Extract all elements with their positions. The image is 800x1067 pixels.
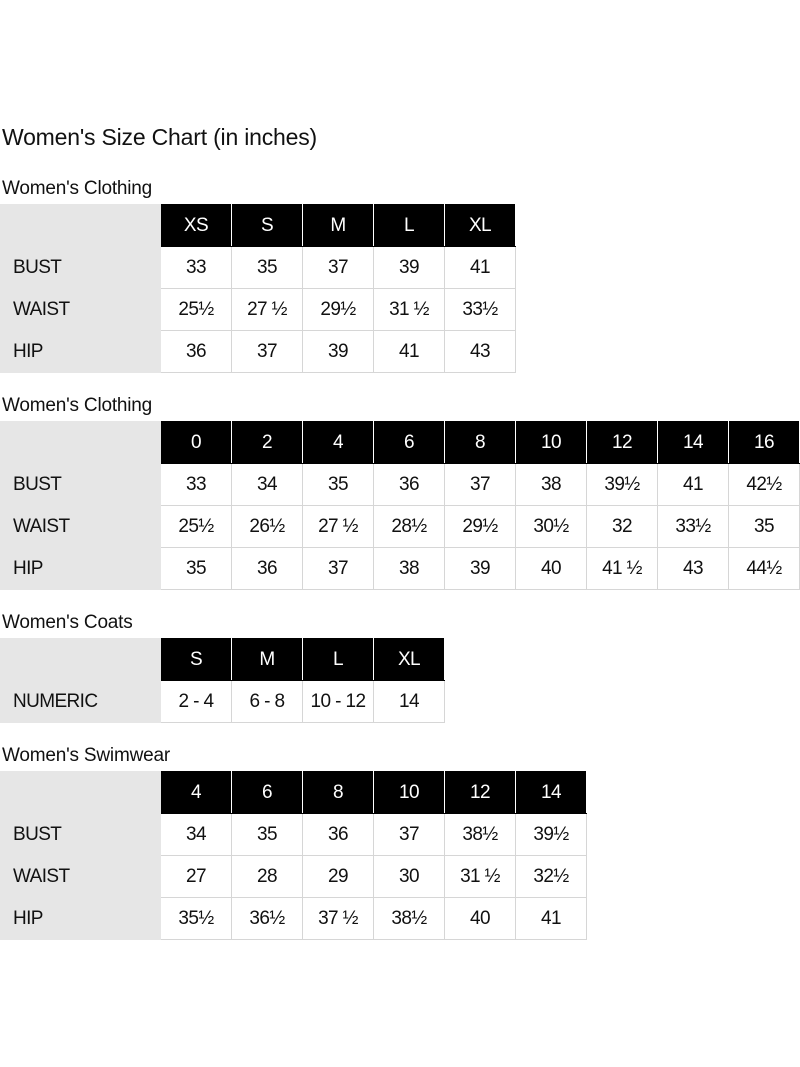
section-title: Women's Swimwear	[2, 745, 170, 766]
measurement-value: 38½	[445, 814, 516, 856]
measurement-value: 36	[161, 331, 232, 373]
size-table	[0, 421, 800, 590]
measurement-label: BUST	[1, 814, 161, 856]
table-row	[1, 331, 516, 373]
size-header: XS	[161, 205, 232, 247]
measurement-value: 27 ½	[232, 289, 303, 331]
measurement-value: 36	[303, 814, 374, 856]
size-header: XL	[445, 205, 516, 247]
measurement-value: 35	[232, 814, 303, 856]
measurement-label: WAIST	[1, 506, 161, 548]
table-row	[1, 506, 800, 548]
measurement-value: 29½	[303, 289, 374, 331]
measurement-label: WAIST	[1, 289, 161, 331]
measurement-value: 36	[374, 464, 445, 506]
size-header: 14	[658, 422, 729, 464]
measurement-value: 28½	[374, 506, 445, 548]
measurement-value: 36	[232, 548, 303, 590]
measurement-label: HIP	[1, 898, 161, 940]
measurement-value: 37	[445, 464, 516, 506]
measurement-value: 39	[303, 331, 374, 373]
measurement-label: WAIST	[1, 856, 161, 898]
corner-cell	[1, 772, 161, 814]
table-row	[1, 289, 516, 331]
measurement-value: 33½	[658, 506, 729, 548]
measurement-value: 36½	[232, 898, 303, 940]
size-section-3	[0, 608, 445, 723]
size-header: S	[232, 205, 303, 247]
measurement-value: 41	[445, 247, 516, 289]
measurement-value: 37	[303, 247, 374, 289]
measurement-label: BUST	[1, 247, 161, 289]
measurement-value: 33	[161, 464, 232, 506]
size-header: XL	[374, 639, 445, 681]
measurement-value: 33	[161, 247, 232, 289]
measurement-label: NUMERIC	[1, 681, 161, 723]
measurement-value: 37	[232, 331, 303, 373]
size-header: 4	[161, 772, 232, 814]
measurement-value: 35½	[161, 898, 232, 940]
measurement-value: 42½	[729, 464, 800, 506]
measurement-label: HIP	[1, 331, 161, 373]
section-title: Women's Coats	[2, 612, 133, 633]
measurement-value: 35	[232, 247, 303, 289]
measurement-value: 25½	[161, 506, 232, 548]
measurement-value: 2 - 4	[161, 681, 232, 723]
measurement-value: 37	[374, 814, 445, 856]
size-header: 6	[232, 772, 303, 814]
measurement-value: 27 ½	[303, 506, 374, 548]
size-header-row	[1, 639, 445, 681]
measurement-value: 32	[587, 506, 658, 548]
measurement-value: 41	[658, 464, 729, 506]
measurement-value: 10 - 12	[303, 681, 374, 723]
measurement-value: 33½	[445, 289, 516, 331]
size-header-row	[1, 205, 516, 247]
size-header: 6	[374, 422, 445, 464]
measurement-label: BUST	[1, 464, 161, 506]
table-row	[1, 814, 587, 856]
measurement-value: 34	[161, 814, 232, 856]
size-header: 4	[303, 422, 374, 464]
corner-cell	[1, 422, 161, 464]
measurement-value: 39	[445, 548, 516, 590]
measurement-value: 28	[232, 856, 303, 898]
size-table	[0, 204, 516, 373]
measurement-value: 30½	[516, 506, 587, 548]
table-row	[1, 681, 445, 723]
measurement-value: 27	[161, 856, 232, 898]
measurement-value: 40	[445, 898, 516, 940]
measurement-value: 39½	[587, 464, 658, 506]
size-header: 16	[729, 422, 800, 464]
size-header: 0	[161, 422, 232, 464]
size-table	[0, 771, 587, 940]
measurement-value: 38	[516, 464, 587, 506]
size-header: S	[161, 639, 232, 681]
measurement-value: 30	[374, 856, 445, 898]
table-row	[1, 856, 587, 898]
size-section-2	[0, 391, 800, 590]
table-row	[1, 548, 800, 590]
size-header-row	[1, 772, 587, 814]
size-header: L	[374, 205, 445, 247]
size-header: 10	[516, 422, 587, 464]
measurement-value: 35	[303, 464, 374, 506]
table-row	[1, 464, 800, 506]
size-header: 8	[303, 772, 374, 814]
measurement-value: 32½	[516, 856, 587, 898]
measurement-value: 31 ½	[445, 856, 516, 898]
measurement-value: 38	[374, 548, 445, 590]
size-section-4	[0, 741, 587, 940]
size-header: 10	[374, 772, 445, 814]
measurement-value: 29	[303, 856, 374, 898]
size-table	[0, 638, 445, 723]
size-header: L	[303, 639, 374, 681]
table-row	[1, 898, 587, 940]
measurement-value: 25½	[161, 289, 232, 331]
measurement-value: 43	[658, 548, 729, 590]
measurement-value: 41	[516, 898, 587, 940]
measurement-value: 31 ½	[374, 289, 445, 331]
section-title: Women's Clothing	[2, 178, 153, 199]
measurement-value: 43	[445, 331, 516, 373]
measurement-value: 35	[729, 506, 800, 548]
measurement-value: 14	[374, 681, 445, 723]
measurement-label: HIP	[1, 548, 161, 590]
corner-cell	[1, 205, 161, 247]
measurement-value: 44½	[729, 548, 800, 590]
measurement-value: 37 ½	[303, 898, 374, 940]
measurement-value: 41 ½	[587, 548, 658, 590]
size-header: 14	[516, 772, 587, 814]
corner-cell	[1, 639, 161, 681]
size-header: 12	[587, 422, 658, 464]
measurement-value: 41	[374, 331, 445, 373]
size-header: M	[303, 205, 374, 247]
measurement-value: 35	[161, 548, 232, 590]
size-header: 8	[445, 422, 516, 464]
size-header-row	[1, 422, 800, 464]
section-title: Women's Clothing	[2, 395, 153, 416]
measurement-value: 38½	[374, 898, 445, 940]
measurement-value: 37	[303, 548, 374, 590]
measurement-value: 6 - 8	[232, 681, 303, 723]
measurement-value: 29½	[445, 506, 516, 548]
measurement-value: 39½	[516, 814, 587, 856]
measurement-value: 34	[232, 464, 303, 506]
size-header: M	[232, 639, 303, 681]
table-row	[1, 247, 516, 289]
size-header: 12	[445, 772, 516, 814]
measurement-value: 39	[374, 247, 445, 289]
size-header: 2	[232, 422, 303, 464]
measurement-value: 26½	[232, 506, 303, 548]
measurement-value: 40	[516, 548, 587, 590]
size-section-1	[0, 174, 516, 373]
page-title: Women's Size Chart (in inches)	[2, 124, 317, 150]
